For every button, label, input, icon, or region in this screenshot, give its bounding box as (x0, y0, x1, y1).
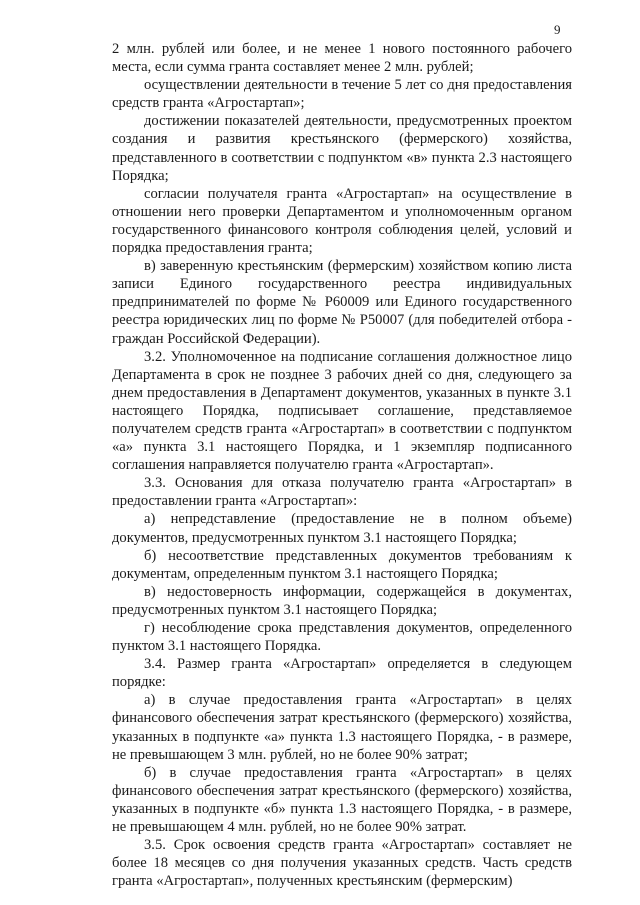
paragraph-3-5: 3.5. Срок освоения средств гранта «Агростартап» составляет не более 18 месяцев со дня получения указанных средств. Часть средств гранта «Агростартап», полученных крестьянским (фермерским) (112, 837, 572, 890)
document-body (112, 40, 572, 890)
paragraph-consent-to-inspection: согласии получателя гранта «Агростартап» на осуществление в отношении него проверки Департаментом и уполномоченным органом государственного финансового контроля соблюдения целей, условий и порядка предоставления гранта; (112, 185, 572, 257)
paragraph-3-4-a: а) в случае предоставления гранта «Агростартап» в целях финансового обеспечения затрат крестьянского (фермерского) хозяйства, указанных в подпункте «а» пункта 1.3 настоящего Порядка, - в размере, не превышающем 3 млн. рублей, но не более 90% затрат; (112, 692, 572, 763)
paragraph-activity-5-years: осуществлении деятельности в течение 5 лет со дня предоставления средств гранта «Агростартап»; (112, 77, 572, 112)
page-number: 9 (554, 22, 561, 37)
paragraph-performance-indicators: достижении показателей деятельности, предусмотренных проектом создания и развития крестьянского (фермерского) хозяйства, представленного в соответствии с подпунктом «в» пункта 2.3 настоящего Порядка; (112, 113, 572, 184)
paragraph-3-3-g: г) несоблюдение срока представления документов, определенного пунктом 3.1 настоящего Порядка. (112, 620, 572, 655)
paragraph-3-3-b: б) несоответствие представленных документов требованиям к документам, определенным пунктом 3.1 настоящего Порядка; (112, 547, 572, 582)
paragraph-registry-copy: в) заверенную крестьянским (фермерским) хозяйством копию листа записи Единого государственного реестра индивидуальных предпринимателей по форме № Р60009 или Единого государственного реестра юридических лиц по форме № Р50007 (для победителей отбора - граждан Российской Федерации). (112, 258, 572, 347)
paragraph-grant-conditions-cont: 2 млн. рублей или более, и не менее 1 нового постоянного рабочего места, если сумма гранта составляет менее 2 млн. рублей; (112, 41, 572, 76)
paragraph-3-3-v: в) недостоверность информации, содержащейся в документах, предусмотренных пунктом 3.1 настоящего Порядка; (112, 583, 572, 618)
paragraph-3-3: 3.3. Основания для отказа получателю гранта «Агростартап» в предоставлении гранта «Агростартап»: (112, 475, 572, 510)
paragraph-3-4-b: б) в случае предоставления гранта «Агростартап» в целях финансового обеспечения затрат крестьянского (фермерского) хозяйства, указанных в подпункте «б» пункта 1.3 настоящего Порядка, - в размере, не превышающем 4 млн. рублей, но не более 90% затрат. (112, 764, 572, 836)
paragraph-3-4: 3.4. Размер гранта «Агростартап» определяется в следующем порядке: (112, 656, 572, 691)
paragraph-3-3-a: а) непредставление (предоставление не в полном объеме) документов, предусмотренных пунктом 3.1 настоящего Порядка; (112, 511, 572, 546)
paragraph-3-2: 3.2. Уполномоченное на подписание соглашения должностное лицо Департамента в срок не позднее 3 рабочих дней со дня, следующего за днем предоставления в Департамент документов, указанных в пункте 3.1 настоящего Порядка, подписывает соглашение, представляемое получателем средств гранта «Агростартап» в соответствии с подпунктом «а» пункта 3.1 настоящего Порядка, и 1 экземпляр подписанного соглашения направляется получателю гранта «Агростартап». (112, 348, 572, 474)
